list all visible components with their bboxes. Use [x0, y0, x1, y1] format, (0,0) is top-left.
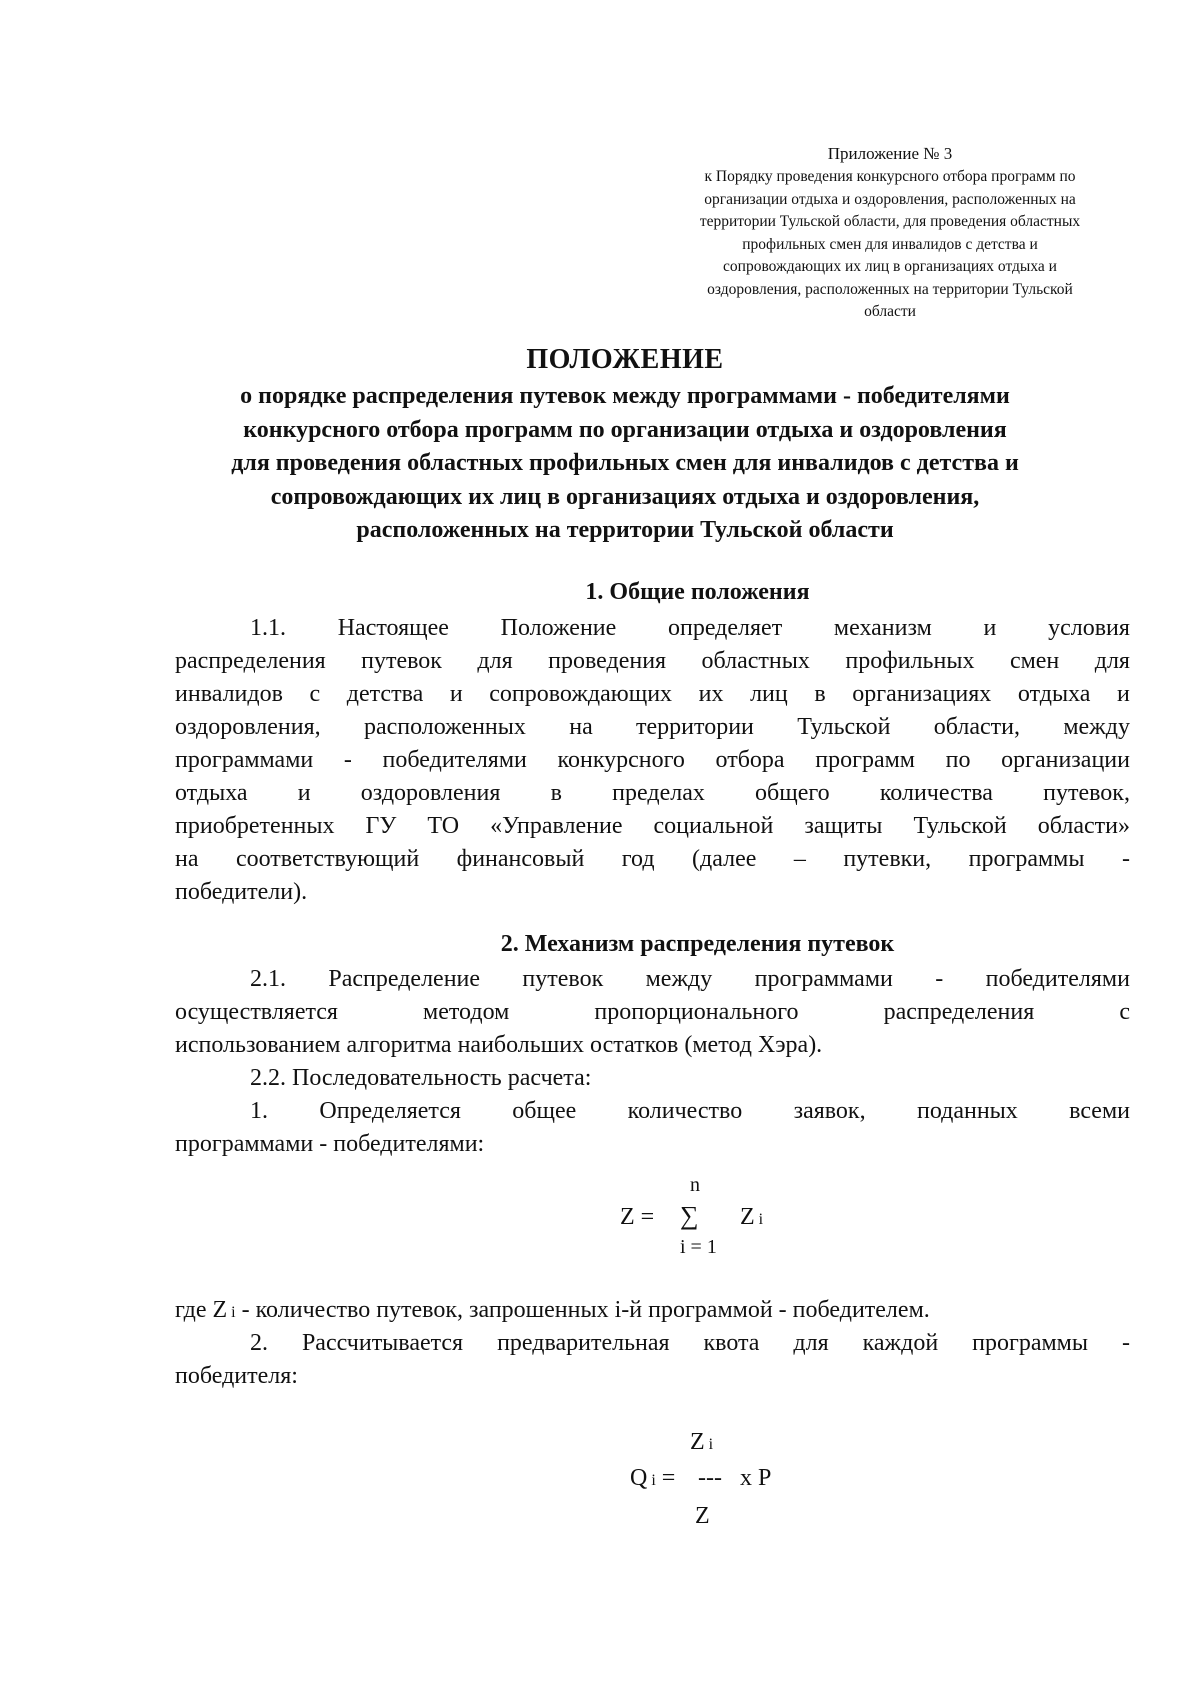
word: территории: [636, 714, 754, 740]
fraction-numerator: [690, 1430, 713, 1454]
annex-line: области: [864, 303, 916, 320]
text-line: [175, 996, 1130, 1029]
annex-line: профильных смен для инвалидов с детства и: [742, 235, 1038, 253]
equals-sign: [656, 1465, 676, 1491]
where-subscript-text: i: [231, 1304, 236, 1321]
word: ТО: [427, 813, 460, 839]
title-main: ПОЛОЖЕНИЕ: [526, 344, 724, 375]
word: путевок: [361, 648, 442, 674]
word: квота: [703, 1330, 760, 1356]
word: для: [1094, 648, 1130, 674]
word: профильных: [845, 648, 975, 674]
word: общее: [512, 1098, 577, 1124]
text-line: [175, 777, 1130, 810]
word: для: [793, 1330, 829, 1356]
word: поданных: [916, 1098, 1018, 1124]
word: каждой: [862, 1330, 939, 1356]
text-line: использованием алгоритма наибольших остатков (метод Хэра).: [175, 1032, 823, 1058]
word: программы: [968, 846, 1085, 872]
text-line: [175, 1294, 1130, 1327]
word: Тульской: [913, 813, 1007, 839]
word: -: [1121, 1330, 1130, 1356]
word: отдыха: [175, 780, 248, 806]
word: предварительная: [497, 1330, 670, 1356]
text-line: [175, 1327, 1130, 1360]
word: для: [477, 648, 513, 674]
word: в: [814, 681, 826, 707]
word: год: [621, 846, 655, 872]
word: путевок,: [1043, 780, 1130, 806]
word: в: [550, 780, 562, 806]
word: Распределение: [328, 966, 481, 992]
text-line: [175, 711, 1130, 744]
word: 1.1.: [250, 615, 286, 641]
term-subscript: [755, 1211, 763, 1228]
text-line: победителя:: [175, 1363, 298, 1389]
word: распределения: [175, 648, 326, 674]
text-line: победители).: [175, 879, 308, 905]
formula-total-requests: [620, 1175, 820, 1275]
annex-line: сопровождающих их лиц в организациях отдыха и: [723, 258, 1057, 275]
word: распределения: [883, 999, 1035, 1025]
word: количество: [627, 1098, 743, 1124]
word: победителями: [985, 966, 1130, 992]
word: методом: [423, 999, 510, 1025]
word: с: [1119, 999, 1130, 1025]
word: победителями: [382, 747, 527, 773]
word: Настоящее: [337, 615, 449, 641]
word: приобретенных: [175, 813, 335, 839]
text-line: [175, 744, 1130, 777]
text-line: программами - победителями:: [175, 1131, 485, 1157]
word: и: [983, 615, 997, 641]
word: между: [1063, 714, 1130, 740]
word: области,: [933, 714, 1021, 740]
word: отбора: [715, 747, 785, 773]
multiplier: x P: [740, 1465, 772, 1491]
text-line: [175, 963, 1130, 996]
word: программами: [175, 747, 314, 773]
text-line: [175, 1095, 1130, 1128]
text-line: [175, 843, 1130, 876]
annex-line: оздоровления, расположенных на территории Тульской: [707, 280, 1073, 298]
word: проведения: [548, 648, 667, 674]
paragraph-2-2: [175, 1062, 1130, 1095]
text-line: [175, 678, 1130, 711]
word: 2.1.: [250, 966, 286, 992]
annex-header: [660, 142, 1120, 324]
word: конкурсного: [557, 747, 685, 773]
sigma-symbol: ∑: [680, 1201, 699, 1230]
title-sub-line: для проведения областных профильных смен для инвалидов с детства и: [231, 450, 1019, 476]
word: и: [1117, 681, 1130, 707]
fraction-denominator: Z: [695, 1503, 710, 1529]
section-2-heading: 2. Механизм распределения путевок: [500, 931, 895, 957]
paragraph-2-1: [175, 963, 1130, 1062]
word: инвалидов: [175, 681, 283, 707]
word: «Управление: [490, 813, 623, 839]
word: пропорционального: [594, 999, 799, 1025]
word: -: [343, 747, 352, 773]
title-sub-line: расположенных на территории Тульской области: [356, 517, 894, 543]
word: 2.: [250, 1330, 268, 1356]
word: путевок: [522, 966, 604, 992]
word: их: [698, 681, 724, 707]
numerator-subscript: [705, 1436, 713, 1453]
where-definition: [175, 1294, 1130, 1327]
title-sub-line: сопровождающих их лиц в организациях отдыха и оздоровления,: [270, 483, 980, 510]
word: путевки,: [843, 846, 932, 872]
word: общего: [755, 780, 830, 806]
word: соответствующий: [235, 846, 420, 872]
formula-preliminary-quota: [630, 1430, 830, 1550]
lhs-symbol: Q: [630, 1465, 648, 1491]
word: программами: [754, 966, 893, 992]
word: финансовый: [456, 846, 585, 872]
annex-line: к Порядку проведения конкурсного отбора программ по: [704, 168, 1076, 185]
numerator-symbol: Z: [690, 1429, 705, 1455]
word: детства: [346, 681, 424, 707]
sum-lower-limit: i = 1: [680, 1236, 717, 1258]
word: -: [935, 966, 944, 992]
word: механизм: [833, 615, 932, 641]
word: области»: [1037, 813, 1130, 839]
where-subscript: [227, 1304, 235, 1321]
term-subscript-text: i: [758, 1211, 764, 1228]
word: отдыха: [1017, 681, 1091, 707]
word: программы: [972, 1330, 1088, 1356]
word: между: [645, 966, 713, 992]
text-line: [175, 645, 1130, 678]
word: оздоровления,: [175, 714, 321, 740]
annex-line: организации отдыха и оздоровления, расположенных на: [704, 190, 1076, 208]
word: ГУ: [365, 813, 397, 839]
step-2-paragraph: [175, 1327, 1130, 1393]
word: Тульской: [797, 714, 891, 740]
word: Рассчитывается: [301, 1330, 464, 1356]
where-prefix: где Z: [175, 1297, 228, 1323]
word: осуществляется: [175, 999, 338, 1025]
word: расположенных: [363, 714, 526, 740]
text-line: 2.2. Последовательность расчета:: [250, 1065, 592, 1091]
section-1-heading: 1. Общие положения: [585, 579, 810, 605]
title-sub-line: конкурсного отбора программ по организации отдыха и оздоровления: [243, 416, 1007, 443]
formula-lhs: [630, 1466, 675, 1490]
word: сопровождающих: [489, 681, 673, 707]
paragraph-1-1: [175, 612, 1130, 909]
word: (далее: [692, 846, 757, 872]
word: Положение: [500, 615, 617, 641]
word: -: [1121, 846, 1130, 872]
where-suffix: - количество путевок, запрошенных i-й программой - победителем.: [235, 1297, 930, 1323]
word: лиц: [750, 681, 788, 707]
word: программ: [815, 747, 915, 773]
word: социальной: [653, 813, 774, 839]
word: Определяется: [319, 1098, 461, 1124]
annex-title: Приложение № 3: [827, 144, 953, 163]
word: организации: [1001, 747, 1130, 773]
word: с: [309, 681, 321, 707]
word: смен: [1009, 648, 1060, 674]
word: –: [793, 846, 806, 872]
word: и: [297, 780, 311, 806]
annex-line: территории Тульской области, для проведения областных: [699, 213, 1081, 230]
word: организациях: [852, 681, 992, 707]
word: по: [945, 747, 971, 773]
lhs-subscript-text: i: [651, 1472, 656, 1489]
document-title: [150, 340, 1100, 548]
word: определяет: [668, 615, 783, 641]
formula-lhs: Z =: [620, 1204, 655, 1230]
word: защиты: [804, 813, 883, 839]
word: и: [449, 681, 463, 707]
step-1-paragraph: [175, 1095, 1130, 1161]
word: условия: [1048, 615, 1130, 641]
word: количества: [879, 780, 993, 806]
word: заявок,: [793, 1098, 866, 1124]
word: пределах: [612, 780, 705, 806]
sum-upper-limit: n: [690, 1174, 700, 1196]
title-sub-line: о порядке распределения путевок между программами - победителями: [240, 383, 1010, 409]
word: 1.: [250, 1098, 268, 1124]
text-line: [175, 810, 1130, 843]
formula-term: [740, 1205, 763, 1229]
word: на: [569, 714, 593, 740]
word: на: [175, 846, 199, 872]
word: оздоровления: [360, 780, 501, 806]
numerator-subscript-text: i: [708, 1436, 714, 1453]
fraction-bar: ---: [698, 1465, 722, 1491]
term-symbol: Z: [740, 1204, 755, 1230]
equals-text: =: [661, 1465, 676, 1491]
word: всеми: [1069, 1098, 1130, 1124]
title-subtitle: [150, 380, 1100, 548]
word: областных: [701, 648, 810, 674]
text-line: [175, 612, 1130, 645]
lhs-subscript: [647, 1472, 655, 1489]
